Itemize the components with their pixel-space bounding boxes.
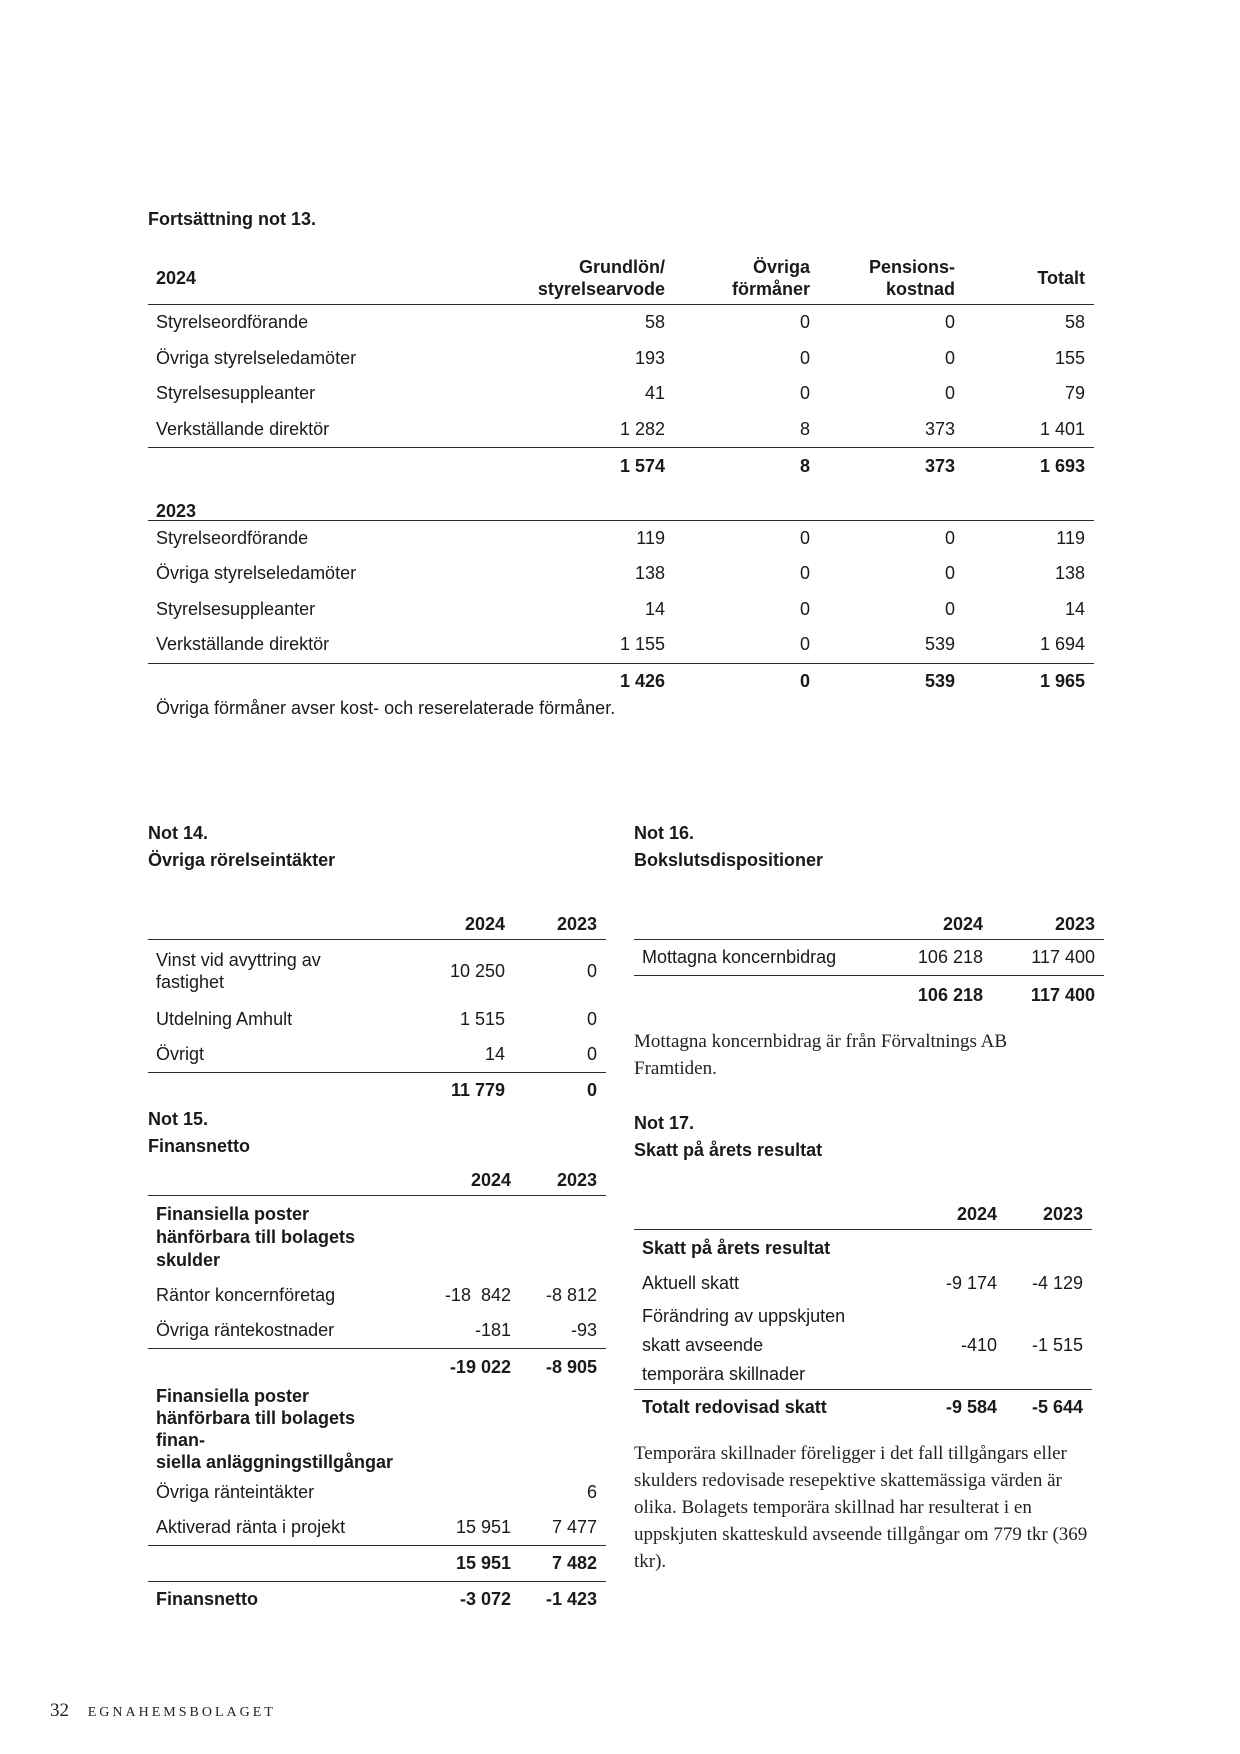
note15-table: [148, 1156, 606, 1617]
note17-heading: [634, 1110, 822, 1164]
row-label: [148, 940, 415, 1003]
table-row: [148, 341, 1094, 377]
col-pension-header: [810, 252, 955, 305]
group2-heading-line1: Finansiella poster: [156, 1386, 310, 1406]
total-row: [634, 1390, 1092, 1426]
note14-table: [148, 900, 606, 1108]
note16-title: Bokslutsdispositioner: [634, 850, 824, 870]
table-row: [148, 1278, 606, 1313]
row-label: Övriga räntekostnader: [156, 1320, 335, 1340]
total-row-2023: [148, 663, 1094, 700]
row-label-line1: Vinst vid avyttring av: [156, 950, 321, 970]
publication-name: EGNAHEMSBOLAGET: [87, 1705, 276, 1720]
note13-heading: Fortsättning not 13.: [148, 209, 316, 229]
note16-text: Mottagna koncernbidrag är från Förvaltnings AB Framtiden.: [634, 1031, 1008, 1079]
cell-value: 7 477: [551, 1517, 597, 1537]
total-value: 1 965: [1039, 671, 1085, 691]
group1-heading-line2: hänförbara till bolagets: [156, 1226, 356, 1247]
col-grundlon-line2: styrelsearvode: [537, 279, 665, 299]
col-ovriga-line1: Övriga: [752, 257, 810, 277]
row-label: Verkställande direktör: [156, 634, 330, 655]
cell-value: 79: [1064, 383, 1085, 404]
note15-heading: [148, 1106, 250, 1160]
group2-total-row: [148, 1546, 606, 1582]
group2-heading-line3: siella anläggningstillgångar: [156, 1452, 394, 1472]
section-heading-row: [634, 1230, 1092, 1267]
year-2024-label: 2024: [156, 268, 197, 288]
col-2024-header: 2024: [470, 1170, 511, 1190]
col-ovriga-formaner-header: [665, 252, 810, 305]
table-row: [148, 592, 1094, 628]
total-value: -3 072: [459, 1589, 511, 1609]
header-row: [634, 900, 1104, 940]
cell-value: 0: [944, 598, 955, 619]
total-value: 11 779: [450, 1080, 505, 1100]
group2-heading-line2: hänförbara till bolagets finan-: [156, 1408, 356, 1450]
cell-value: -8 812: [545, 1285, 597, 1305]
cell-value: 0: [799, 563, 810, 584]
cell-value: -9 174: [945, 1273, 997, 1293]
cell-value: 0: [799, 383, 810, 404]
table-row: [634, 940, 1104, 976]
cell-value: 15 951: [455, 1517, 511, 1537]
col-2023-header: 2023: [1054, 914, 1095, 934]
total-value: 106 218: [917, 984, 983, 1005]
row-label: [634, 1301, 897, 1390]
cell-value: 14: [644, 598, 665, 619]
row-label-line1: Förändring av uppskjuten: [642, 1305, 846, 1326]
group1-heading: [148, 1196, 401, 1279]
table-row: [634, 1266, 1092, 1301]
note14-number: Not 14.: [148, 823, 209, 843]
table-row: [148, 627, 1094, 663]
cell-value: 0: [944, 527, 955, 548]
cell-value: 1 694: [1039, 634, 1085, 655]
total-value: -1 423: [545, 1589, 597, 1609]
year-2023-row: [148, 484, 1094, 520]
row-label: Verkställande direktör: [156, 418, 330, 439]
total-value: 1 426: [619, 671, 665, 691]
table-row: [148, 1037, 606, 1073]
table-row: [634, 1301, 1092, 1390]
cell-value: 119: [636, 527, 665, 548]
cell-value: 1 282: [619, 418, 665, 439]
table-row: [148, 412, 1094, 448]
cell-value: 0: [799, 312, 810, 333]
table-row: [148, 376, 1094, 412]
page-footer: [50, 1700, 276, 1722]
total-row: [148, 1073, 606, 1109]
cell-value: 0: [944, 347, 955, 368]
col-2023-header: 2023: [556, 914, 597, 934]
row-label: Mottagna koncernbidrag: [642, 947, 837, 967]
cell-value: -1 515: [1031, 1334, 1083, 1355]
col-2023-header: 2023: [556, 1170, 597, 1190]
note17-text: Temporära skillnader föreligger i det fall tillgångars eller skulders redovisade resepektive skattemässiga värden är olika. Bolagets temporära skillnad har resulterat i en uppskjuten skatteskuld avseende tillgångar om 779 tkr (369 tkr).: [634, 1443, 1088, 1572]
note13-footnote: Övriga förmåner avser kost- och reserelaterade förmåner.: [156, 698, 616, 718]
cell-value: 0: [799, 527, 810, 548]
total-value: -19 022: [449, 1356, 511, 1377]
cell-value: 373: [924, 418, 955, 439]
header-row: [148, 1156, 606, 1196]
cell-value: 0: [799, 598, 810, 619]
row-label: Övrigt: [156, 1044, 205, 1064]
row-label-line3: temporära skillnader: [642, 1363, 806, 1384]
cell-value: -181: [474, 1320, 511, 1340]
cell-value: 58: [1064, 312, 1085, 333]
row-label: Räntor koncernföretag: [156, 1285, 336, 1305]
note16-table: [634, 900, 1104, 1014]
group2-heading: [148, 1385, 401, 1475]
cell-value: [401, 1475, 511, 1510]
total-value: 0: [586, 1080, 597, 1100]
cell-value: -4 129: [1031, 1273, 1083, 1293]
col-2024-header: 2024: [956, 1204, 997, 1224]
cell-value: 41: [644, 383, 665, 404]
cell-value: 0: [586, 1009, 597, 1029]
note17-number: Not 17.: [634, 1113, 695, 1133]
note15-title: Finansnetto: [148, 1136, 250, 1156]
cell-value: 10 250: [449, 960, 505, 981]
col-pension-line2: kostnad: [885, 279, 955, 299]
cell-value: 138: [634, 563, 665, 584]
cell-value: 0: [944, 383, 955, 404]
table-row: [148, 556, 1094, 592]
cell-value: 539: [924, 634, 955, 655]
note14-title: Övriga rörelseintäkter: [148, 850, 336, 870]
row-label: Styrelsesuppleanter: [156, 383, 316, 404]
header-row: [634, 1190, 1092, 1230]
cell-value: 1 515: [459, 1009, 505, 1029]
cell-value: 119: [1056, 527, 1085, 548]
table-row: [148, 1475, 606, 1510]
table-row: [148, 1510, 606, 1546]
cell-value: 58: [644, 312, 665, 333]
note14-heading: [148, 820, 335, 874]
cell-value: 106 218: [917, 947, 983, 967]
row-label: Finansnetto: [156, 1589, 258, 1609]
col-2024-header: 2024: [942, 914, 983, 934]
col-2023-header: 2023: [1042, 1204, 1083, 1224]
total-value: 117 400: [1030, 984, 1095, 1005]
cell-value: -410: [960, 1334, 997, 1355]
cell-value: -93: [570, 1320, 597, 1340]
section-heading: Skatt på årets resultat: [642, 1237, 831, 1258]
row-label: Aktuell skatt: [642, 1273, 740, 1293]
col-grundlon-header: [485, 252, 665, 305]
table-row: [148, 1002, 606, 1037]
total-value: 7 482: [551, 1553, 597, 1573]
total-row-2024: [148, 448, 1094, 485]
cell-value: 8: [799, 418, 810, 439]
total-value: 0: [799, 671, 810, 691]
cell-value: 1 401: [1039, 418, 1085, 439]
row-label: Styrelseordförande: [156, 312, 309, 333]
row-label: Aktiverad ränta i projekt: [156, 1517, 346, 1537]
total-value: -8 905: [545, 1356, 597, 1377]
total-value: -9 584: [945, 1397, 997, 1417]
total-value: 1 693: [1039, 455, 1085, 476]
total-value: 1 574: [619, 455, 665, 476]
table-row: [148, 940, 606, 1003]
note15-number: Not 15.: [148, 1109, 209, 1129]
row-label: Övriga styrelseledamöter: [156, 347, 357, 368]
total-row: [634, 976, 1104, 1015]
cell-value: 193: [634, 347, 665, 368]
cell-value: 0: [586, 960, 597, 981]
cell-value: 0: [944, 563, 955, 584]
col-ovriga-line2: förmåner: [731, 279, 810, 299]
cell-value: 138: [1054, 563, 1085, 584]
col-grundlon-line1: Grundlön/: [579, 257, 665, 277]
note17-title: Skatt på årets resultat: [634, 1140, 823, 1160]
cell-value: 14: [1064, 598, 1085, 619]
table-row: [148, 520, 1094, 556]
note16-number: Not 16.: [634, 823, 695, 843]
cell-value: -18 842: [444, 1285, 511, 1305]
group1-heading-line1: Finansiella poster: [156, 1203, 310, 1224]
row-label: Styrelseordförande: [156, 527, 309, 548]
page-number: 32: [50, 1700, 69, 1721]
note16-heading: [634, 820, 823, 874]
cell-value: 117 400: [1031, 947, 1095, 967]
group1-heading-line3: skulder: [156, 1249, 221, 1270]
table-row: [148, 305, 1094, 341]
group-heading-row: [148, 1385, 606, 1475]
header-row: [148, 900, 606, 940]
col-2024-header: 2024: [464, 914, 505, 934]
row-label: Totalt redovisad skatt: [642, 1397, 827, 1417]
total-value: 539: [924, 671, 955, 691]
table-row: [148, 1313, 606, 1349]
row-label: Utdelning Amhult: [156, 1009, 293, 1029]
cell-value: 0: [799, 634, 810, 655]
total-value: 8: [799, 455, 810, 476]
total-value: 15 951: [455, 1553, 511, 1573]
cell-value: 6: [586, 1482, 597, 1502]
total-value: 373: [924, 455, 955, 476]
group1-total-row: [148, 1349, 606, 1386]
row-label: Styrelsesuppleanter: [156, 598, 316, 619]
row-label-line2: fastighet: [156, 972, 225, 992]
finansnetto-row: [148, 1582, 606, 1618]
note13-header-row: [148, 252, 1094, 305]
row-label: Övriga ränteintäkter: [156, 1482, 315, 1502]
col-totalt-header: Totalt: [1037, 268, 1085, 288]
cell-value: 0: [586, 1044, 597, 1064]
cell-value: 0: [944, 312, 955, 333]
row-label-line2: skatt avseende: [642, 1334, 764, 1355]
cell-value: 14: [484, 1044, 505, 1064]
col-pension-line1: Pensions-: [868, 257, 955, 277]
group-heading-row: [148, 1196, 606, 1279]
cell-value: 0: [799, 347, 810, 368]
cell-value: 1 155: [619, 634, 665, 655]
row-label: Övriga styrelseledamöter: [156, 563, 357, 584]
note17-table: [634, 1190, 1092, 1425]
total-value: -5 644: [1031, 1397, 1083, 1417]
note13-table: [148, 252, 1094, 700]
year-2023-label: 2023: [156, 500, 197, 521]
cell-value: 155: [1054, 347, 1085, 368]
